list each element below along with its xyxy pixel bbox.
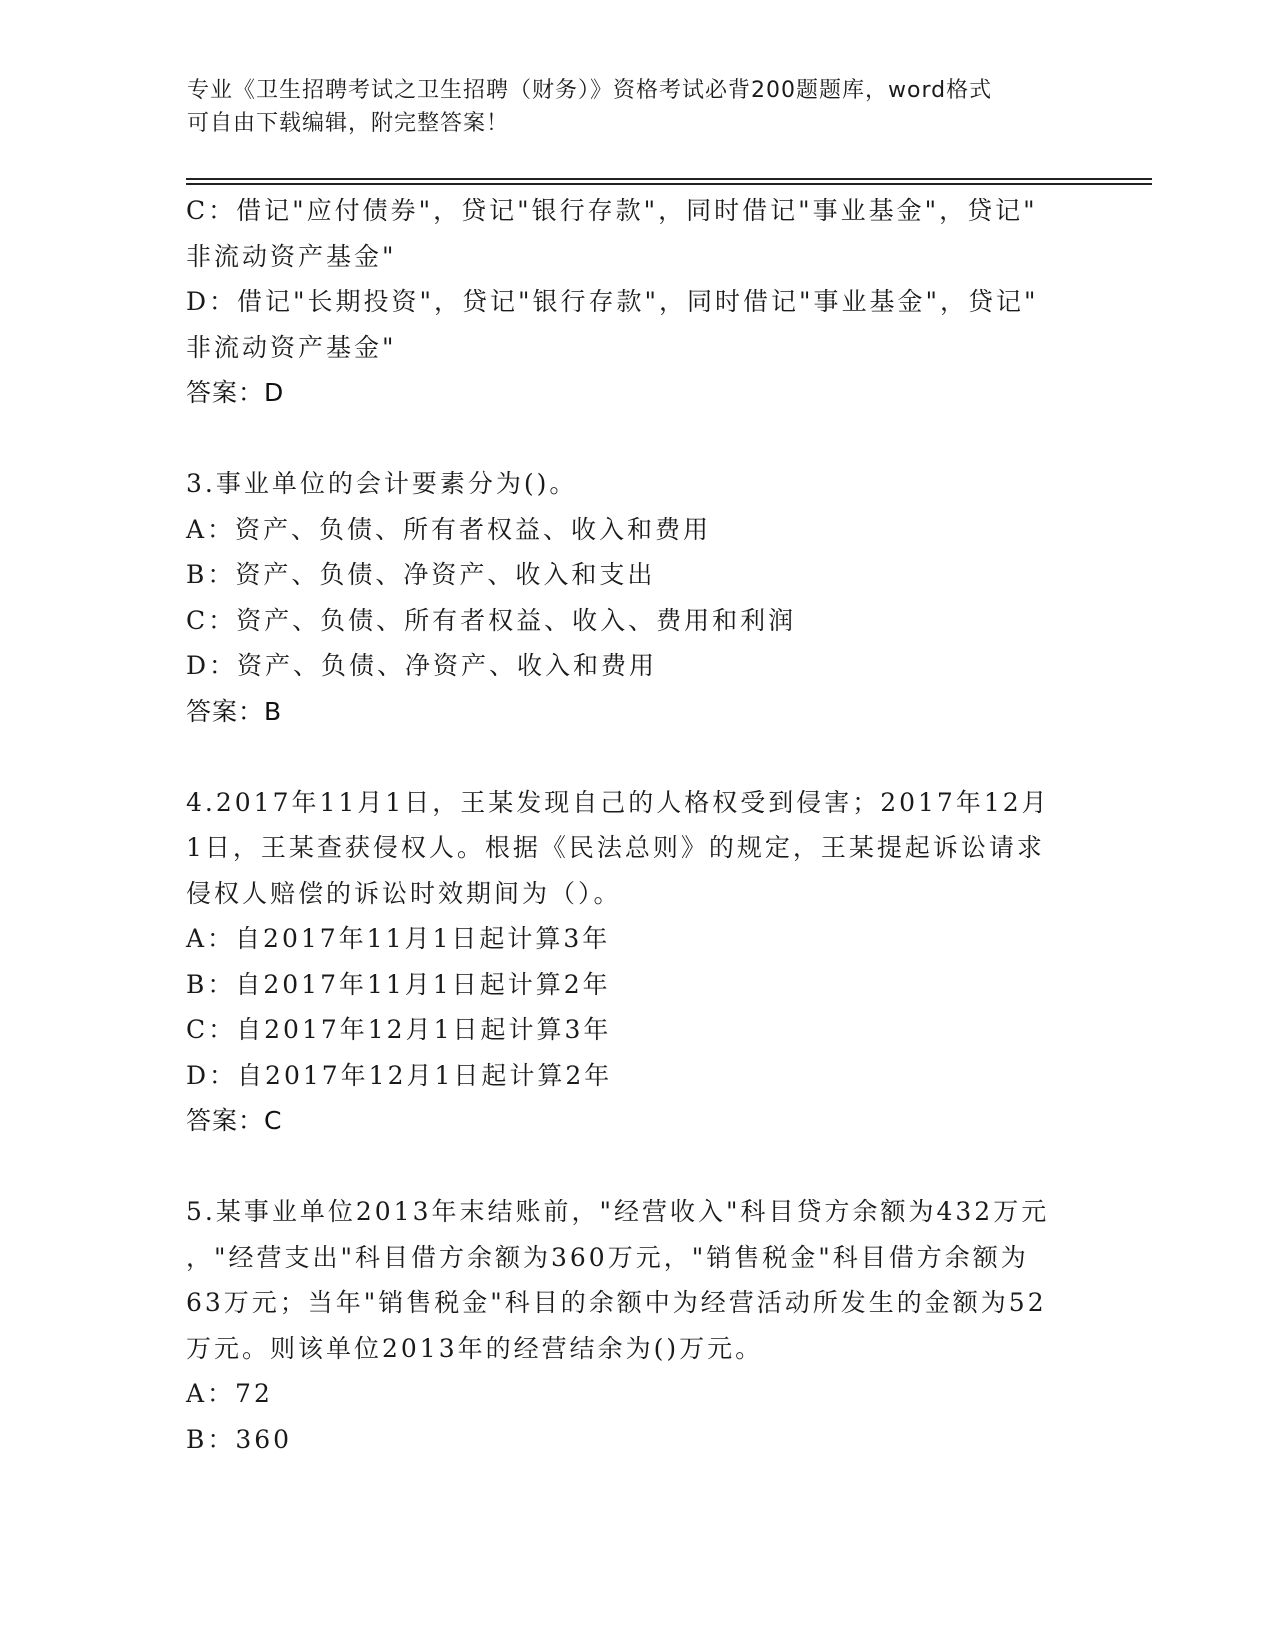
q4-option-a: A：自2017年11月1日起计算3年: [186, 924, 611, 953]
q2-option-d-line-1: D：借记"长期投资"，贷记"银行存款"，同时借记"事业基金"，贷记": [186, 287, 1039, 316]
q4-option-c: C：自2017年12月1日起计算3年: [186, 1015, 612, 1044]
question-2-tail: [186, 188, 1086, 416]
q5-option-b: B：360: [186, 1424, 293, 1454]
q3-option-a: A：资产、负债、所有者权益、收入和费用: [186, 514, 712, 544]
question-3: [186, 461, 1086, 734]
q4-answer: 答案：C: [186, 1106, 283, 1135]
q3-option-c: C：资产、负债、所有者权益、收入、费用和利润: [186, 605, 797, 635]
header-divider-top: [186, 178, 1152, 180]
q5-stem-line-1: 5.某事业单位2013年末结账前，"经营收入"科目贷方余额为432万元: [186, 1197, 1050, 1226]
q2-option-c-line-1: C：借记"应付债券"，贷记"银行存款"，同时借记"事业基金"，贷记": [186, 196, 1038, 225]
q2-option-c-line-2: 非流动资产基金": [186, 241, 397, 271]
q2-option-d-line-2: 非流动资产基金": [186, 332, 397, 362]
spacer: [186, 734, 1086, 780]
question-content: [186, 188, 1086, 1462]
q5-stem-line-4: 万元。则该单位2013年的经营结余为()万元。: [186, 1333, 764, 1363]
q4-stem-line-3: 侵权人赔偿的诉讼时效期间为（）。: [186, 878, 622, 908]
spacer: [186, 416, 1086, 462]
q3-stem: 3.事业单位的会计要素分为()。: [186, 469, 578, 498]
question-5: [186, 1189, 1086, 1462]
q5-stem-line-2: ，"经营支出"科目借方余额为360万元，"销售税金"科目借方余额为: [186, 1242, 1029, 1272]
q4-option-d: D：自2017年12月1日起计算2年: [186, 1060, 613, 1090]
question-4: [186, 780, 1086, 1144]
q5-stem-line-3: 63万元；当年"销售税金"科目的余额中为经营活动所发生的金额为52: [186, 1288, 1047, 1317]
header-title-line-2: 可自由下载编辑，附完整答案！: [187, 111, 510, 136]
header-title-line-1: 专业《卫生招聘考试之卫生招聘（财务）》资格考试必背200题题库，word格式: [187, 78, 993, 103]
header-divider-bottom: [186, 183, 1152, 185]
q2-answer: 答案：D: [186, 378, 285, 407]
q4-stem-line-2: 1日，王某查获侵权人。根据《民法总则》的规定，王某提起诉讼请求: [186, 833, 1045, 862]
q3-option-b: B：资产、负债、净资产、收入和支出: [186, 560, 656, 589]
q3-option-d: D：资产、负债、净资产、收入和费用: [186, 651, 658, 680]
page-header: [187, 74, 1087, 140]
q3-answer: 答案：B: [186, 696, 283, 726]
spacer: [186, 1144, 1086, 1190]
q5-option-a: A：72: [186, 1379, 273, 1408]
q4-option-b: B：自2017年11月1日起计算2年: [186, 969, 611, 999]
q4-stem-line-1: 4.2017年11月1日，王某发现自己的人格权受到侵害；2017年12月: [186, 787, 1050, 817]
